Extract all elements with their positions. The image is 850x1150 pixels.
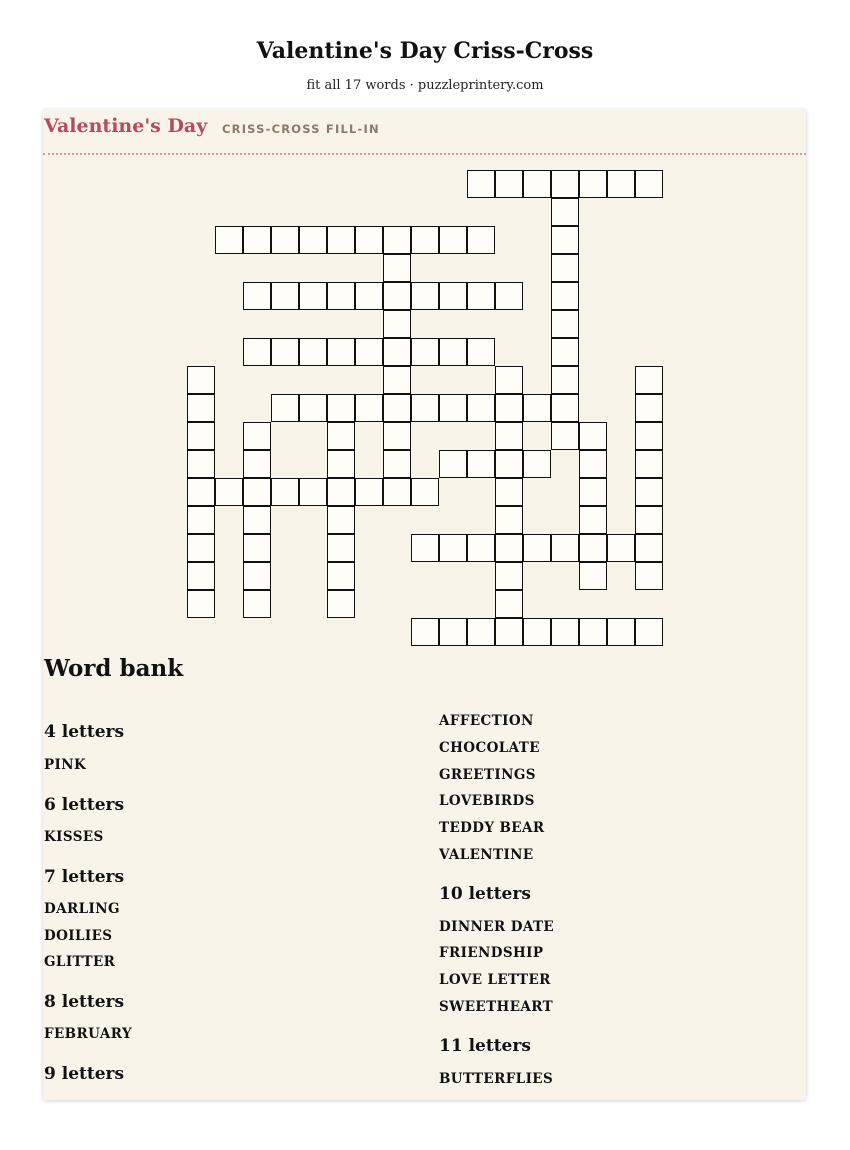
grid-cell[interactable] bbox=[579, 534, 607, 562]
grid-cell[interactable] bbox=[327, 590, 355, 618]
grid-cell[interactable] bbox=[635, 534, 663, 562]
grid-cell[interactable] bbox=[355, 282, 383, 310]
word-bank-word: BUTTERFLIES bbox=[439, 1071, 554, 1087]
word-group-heading: 11 letters bbox=[439, 1036, 531, 1056]
grid-cell[interactable] bbox=[411, 226, 439, 254]
grid-cell[interactable] bbox=[327, 338, 355, 366]
grid-cell[interactable] bbox=[551, 254, 579, 282]
grid-cell[interactable] bbox=[467, 170, 495, 198]
grid-cell[interactable] bbox=[271, 394, 299, 422]
word-bank-word: GREETINGS bbox=[439, 767, 536, 783]
grid-cell[interactable] bbox=[551, 338, 579, 366]
grid-cell[interactable] bbox=[355, 338, 383, 366]
grid-cell[interactable] bbox=[383, 282, 411, 310]
grid-cell[interactable] bbox=[439, 394, 467, 422]
grid-cell[interactable] bbox=[187, 450, 215, 478]
grid-cell[interactable] bbox=[495, 282, 523, 310]
word-group-heading: 9 letters bbox=[44, 1064, 125, 1084]
grid-cell[interactable] bbox=[327, 422, 355, 450]
grid-cell[interactable] bbox=[327, 562, 355, 590]
grid-cell[interactable] bbox=[411, 534, 439, 562]
word-bank-word: DINNER DATE bbox=[439, 919, 555, 935]
grid-cell[interactable] bbox=[383, 226, 411, 254]
grid-cell[interactable] bbox=[243, 422, 271, 450]
grid-cell[interactable] bbox=[327, 506, 355, 534]
grid-cell[interactable] bbox=[411, 338, 439, 366]
grid-cell[interactable] bbox=[187, 394, 215, 422]
grid-cell[interactable] bbox=[635, 450, 663, 478]
grid-cell[interactable] bbox=[383, 310, 411, 338]
word-bank-word: KISSES bbox=[44, 829, 104, 845]
word-bank-word: VALENTINE bbox=[439, 847, 534, 863]
grid-cell[interactable] bbox=[495, 534, 523, 562]
grid-cell[interactable] bbox=[635, 394, 663, 422]
grid-cell[interactable] bbox=[607, 534, 635, 562]
grid-cell[interactable] bbox=[187, 590, 215, 618]
word-bank-word: SWEETHEART bbox=[439, 999, 554, 1015]
grid-cell[interactable] bbox=[523, 170, 551, 198]
word-bank-word: FRIENDSHIP bbox=[439, 945, 544, 961]
grid-cell[interactable] bbox=[607, 618, 635, 646]
grid-cell[interactable] bbox=[299, 394, 327, 422]
word-bank-word: LOVEBIRDS bbox=[439, 793, 535, 809]
grid-cell[interactable] bbox=[551, 422, 579, 450]
grid-cell[interactable] bbox=[187, 366, 215, 394]
grid-cell[interactable] bbox=[635, 422, 663, 450]
word-group-heading: 8 letters bbox=[44, 992, 125, 1012]
grid-cell[interactable] bbox=[551, 198, 579, 226]
grid-cell[interactable] bbox=[243, 534, 271, 562]
grid-cell[interactable] bbox=[467, 394, 495, 422]
page-title: Valentine's Day Criss-Cross bbox=[256, 38, 594, 64]
grid-cell[interactable] bbox=[551, 170, 579, 198]
grid-cell[interactable] bbox=[523, 618, 551, 646]
grid-cell[interactable] bbox=[579, 562, 607, 590]
grid-cell[interactable] bbox=[355, 478, 383, 506]
grid-cell[interactable] bbox=[495, 394, 523, 422]
grid-cell[interactable] bbox=[327, 534, 355, 562]
grid-cell[interactable] bbox=[243, 282, 271, 310]
grid-cell[interactable] bbox=[411, 618, 439, 646]
grid-cell[interactable] bbox=[439, 338, 467, 366]
word-bank-word: LOVE LETTER bbox=[439, 972, 551, 988]
word-group-heading: 4 letters bbox=[44, 722, 125, 742]
grid-cell[interactable] bbox=[355, 226, 383, 254]
grid-cell[interactable] bbox=[635, 366, 663, 394]
grid-cell[interactable] bbox=[187, 562, 215, 590]
grid-cell[interactable] bbox=[243, 506, 271, 534]
grid-cell[interactable] bbox=[383, 338, 411, 366]
grid-cell[interactable] bbox=[467, 534, 495, 562]
grid-cell[interactable] bbox=[635, 562, 663, 590]
grid-cell[interactable] bbox=[299, 338, 327, 366]
grid-cell[interactable] bbox=[411, 282, 439, 310]
word-group-heading: 10 letters bbox=[439, 884, 531, 904]
grid-cell[interactable] bbox=[327, 282, 355, 310]
grid-cell[interactable] bbox=[327, 478, 355, 506]
word-bank-word: DOILIES bbox=[44, 928, 113, 944]
word-bank-word: GLITTER bbox=[44, 954, 116, 970]
grid-cell[interactable] bbox=[467, 282, 495, 310]
grid-cell[interactable] bbox=[327, 394, 355, 422]
grid-cell[interactable] bbox=[467, 338, 495, 366]
grid-cell[interactable] bbox=[439, 618, 467, 646]
grid-cell[interactable] bbox=[579, 450, 607, 478]
grid-cell[interactable] bbox=[243, 562, 271, 590]
grid-cell[interactable] bbox=[579, 170, 607, 198]
grid-cell[interactable] bbox=[271, 226, 299, 254]
grid-cell[interactable] bbox=[635, 170, 663, 198]
grid-cell[interactable] bbox=[551, 282, 579, 310]
grid-cell[interactable] bbox=[635, 506, 663, 534]
grid-cell[interactable] bbox=[579, 422, 607, 450]
grid-cell[interactable] bbox=[299, 282, 327, 310]
grid-cell[interactable] bbox=[495, 366, 523, 394]
grid-cell[interactable] bbox=[327, 226, 355, 254]
grid-cell[interactable] bbox=[579, 506, 607, 534]
word-group-heading: 6 letters bbox=[44, 795, 125, 815]
grid-cell[interactable] bbox=[523, 534, 551, 562]
grid-cell[interactable] bbox=[495, 170, 523, 198]
grid-cell[interactable] bbox=[187, 534, 215, 562]
grid-cell[interactable] bbox=[495, 450, 523, 478]
grid-cell[interactable] bbox=[551, 534, 579, 562]
card-title: Valentine's Day bbox=[44, 115, 208, 137]
grid-cell[interactable] bbox=[411, 478, 439, 506]
grid-cell[interactable] bbox=[243, 478, 271, 506]
grid-cell[interactable] bbox=[635, 478, 663, 506]
grid-cell[interactable] bbox=[243, 450, 271, 478]
grid-cell[interactable] bbox=[187, 506, 215, 534]
grid-cell[interactable] bbox=[439, 226, 467, 254]
grid-cell[interactable] bbox=[495, 422, 523, 450]
grid-cell[interactable] bbox=[467, 450, 495, 478]
grid-cell[interactable] bbox=[383, 366, 411, 394]
grid-cell[interactable] bbox=[271, 478, 299, 506]
grid-cell[interactable] bbox=[467, 226, 495, 254]
grid-cell[interactable] bbox=[383, 422, 411, 450]
word-bank-title: Word bank bbox=[44, 655, 184, 682]
word-bank-word: CHOCOLATE bbox=[439, 740, 540, 756]
grid-cell[interactable] bbox=[243, 226, 271, 254]
page-subtitle: fit all 17 words · puzzleprintery.com bbox=[306, 78, 544, 93]
card-kicker: CRISS-CROSS FILL-IN bbox=[222, 122, 380, 136]
grid-cell[interactable] bbox=[579, 618, 607, 646]
grid-cell[interactable] bbox=[579, 478, 607, 506]
grid-cell[interactable] bbox=[215, 478, 243, 506]
grid-cell[interactable] bbox=[495, 562, 523, 590]
grid-cell[interactable] bbox=[411, 394, 439, 422]
grid-cell[interactable] bbox=[243, 338, 271, 366]
grid-cell[interactable] bbox=[495, 478, 523, 506]
grid-cell[interactable] bbox=[187, 422, 215, 450]
grid-cell[interactable] bbox=[439, 450, 467, 478]
grid-cell[interactable] bbox=[495, 618, 523, 646]
grid-cell[interactable] bbox=[187, 478, 215, 506]
grid-cell[interactable] bbox=[243, 590, 271, 618]
grid-cell[interactable] bbox=[551, 618, 579, 646]
grid-cell[interactable] bbox=[383, 450, 411, 478]
grid-cell[interactable] bbox=[299, 226, 327, 254]
grid-cell[interactable] bbox=[215, 226, 243, 254]
word-bank-word: DARLING bbox=[44, 901, 120, 917]
grid-cell[interactable] bbox=[383, 478, 411, 506]
grid-cell[interactable] bbox=[271, 338, 299, 366]
grid-cell[interactable] bbox=[327, 450, 355, 478]
grid-cell[interactable] bbox=[299, 478, 327, 506]
grid-cell[interactable] bbox=[551, 310, 579, 338]
grid-cell[interactable] bbox=[495, 590, 523, 618]
word-bank-word: FEBRUARY bbox=[44, 1026, 132, 1042]
grid-cell[interactable] bbox=[495, 506, 523, 534]
grid-cell[interactable] bbox=[523, 394, 551, 422]
word-bank-word: TEDDY BEAR bbox=[439, 820, 545, 836]
grid-cell[interactable] bbox=[439, 282, 467, 310]
grid-cell[interactable] bbox=[551, 226, 579, 254]
grid-cell[interactable] bbox=[635, 618, 663, 646]
grid-cell[interactable] bbox=[467, 618, 495, 646]
grid-cell[interactable] bbox=[355, 394, 383, 422]
grid-cell[interactable] bbox=[271, 282, 299, 310]
grid-cell[interactable] bbox=[523, 450, 551, 478]
grid-cell[interactable] bbox=[551, 394, 579, 422]
grid-cell[interactable] bbox=[439, 534, 467, 562]
grid-cell[interactable] bbox=[383, 254, 411, 282]
word-group-heading: 7 letters bbox=[44, 867, 125, 887]
grid-cell[interactable] bbox=[383, 394, 411, 422]
grid-cell[interactable] bbox=[551, 366, 579, 394]
word-bank-word: PINK bbox=[44, 757, 87, 773]
grid-cell[interactable] bbox=[607, 170, 635, 198]
word-bank-word: AFFECTION bbox=[439, 713, 534, 729]
